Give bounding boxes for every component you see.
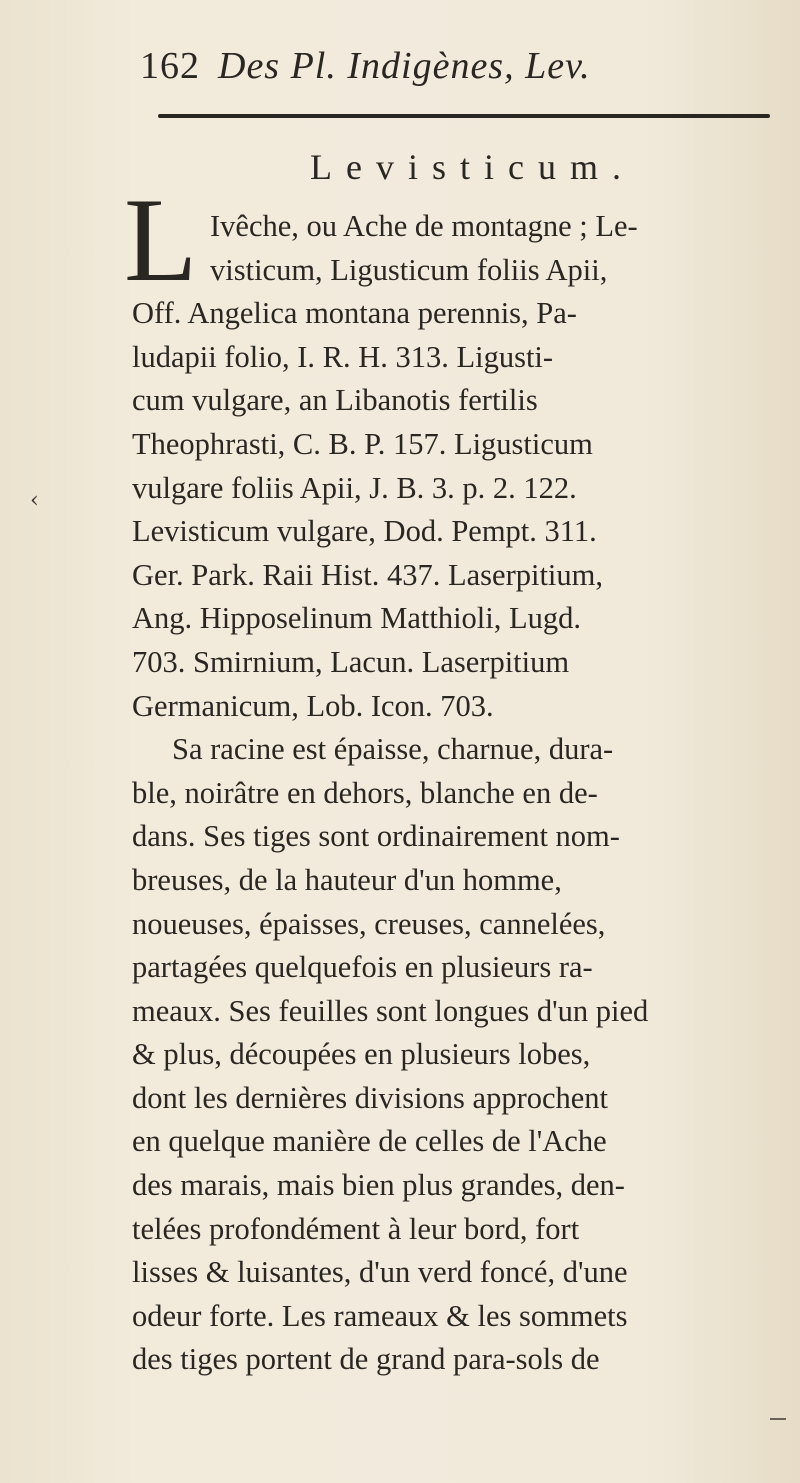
text-line: telées profondément à leur bord, fort <box>132 1211 580 1246</box>
text-line: meaux. Ses feuilles sont longues d'un pied <box>132 993 649 1028</box>
text-line: lisses & luisantes, d'un verd foncé, d'une <box>132 1255 628 1290</box>
text-line: Levisticum vulgare, Dod. Pempt. 311. <box>132 514 597 549</box>
text-line: Theophrasti, C. B. P. 157. Ligusticum <box>132 426 593 461</box>
running-head <box>140 44 780 88</box>
text-line: Sa racine est épaisse, charnue, dura- <box>172 732 614 767</box>
section-title: Levisticum. <box>310 147 635 187</box>
margin-mark: ‹ <box>30 488 39 513</box>
text-line: & plus, découpées en plusieurs lobes, <box>132 1037 591 1072</box>
text-line: Off. Angelica montana perennis, Pa- <box>132 296 577 331</box>
page-edge-mark <box>770 1418 786 1420</box>
page-number: 162 <box>140 45 200 87</box>
text-line: odeur forte. Les rameaux & les sommets <box>132 1298 628 1333</box>
running-title: Des Pl. Indigènes, Lev. <box>218 45 591 87</box>
text-line: Germanicum, Lob. Icon. 703. <box>132 688 494 723</box>
body-text <box>132 205 772 1382</box>
text-line: Ang. Hipposelinum Matthioli, Lugd. <box>132 601 582 636</box>
text-line: des tiges portent de grand para-sols de <box>132 1342 600 1377</box>
text-line: Ger. Park. Raii Hist. 437. Laserpitium, <box>132 557 603 592</box>
text-line: Ivêche, ou Ache de montagne ; Le- <box>210 209 638 243</box>
text-line: ble, noirâtre en dehors, blanche en de- <box>132 775 598 810</box>
drop-cap: L <box>124 173 198 306</box>
header-rule <box>158 114 770 118</box>
text-line: en quelque manière de celles de l'Ache <box>132 1124 607 1159</box>
text-line: dans. Ses tiges sont ordinairement nom- <box>132 819 620 854</box>
text-line: vulgare foliis Apii, J. B. 3. p. 2. 122. <box>132 470 577 505</box>
text-line: dont les dernières divisions approchent <box>132 1080 609 1115</box>
text-line: noueuses, épaisses, creuses, cannelées, <box>132 906 606 941</box>
text-line: des marais, mais bien plus grandes, den- <box>132 1168 625 1203</box>
text-line: 703. Smirnium, Lacun. Laserpitium <box>132 644 570 679</box>
text-line: cum vulgare, an Libanotis fertilis <box>132 383 538 418</box>
text-line: ludapii folio, I. R. H. 313. Ligusti- <box>132 339 554 374</box>
text-line: breuses, de la hauteur d'un homme, <box>132 862 562 897</box>
text-line: partagées quelquefois en plusieurs ra- <box>132 950 593 985</box>
text-line: visticum, Ligusticum foliis Apii, <box>210 252 608 287</box>
